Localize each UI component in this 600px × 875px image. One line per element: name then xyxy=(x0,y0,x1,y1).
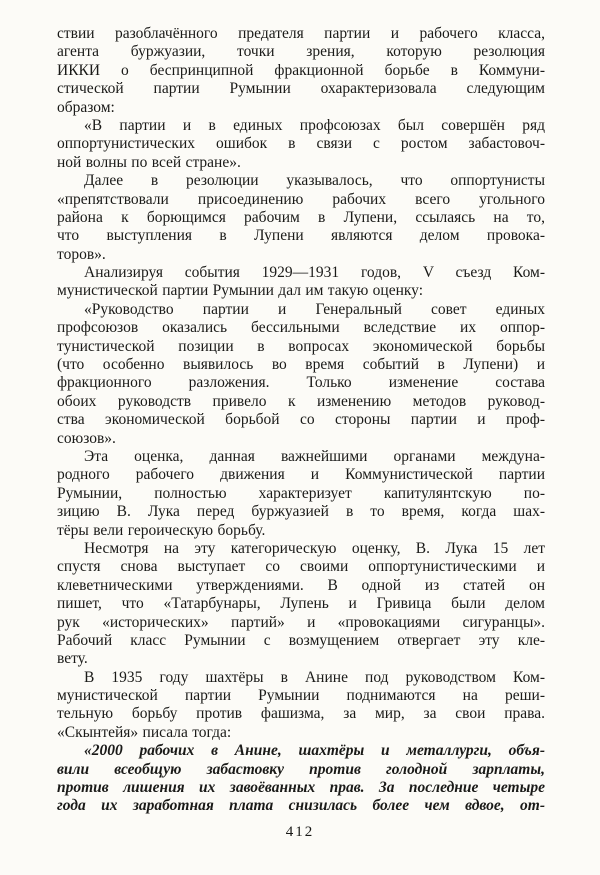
text-line: образом: xyxy=(57,98,115,116)
text-line: союзов». xyxy=(57,429,116,447)
text-line: ИККИ о беспринципной фракционной борьбе в Коммуни- xyxy=(57,61,545,79)
text-line: вету. xyxy=(57,650,88,668)
text-line: ства экономической борьбой со стороны партии и проф- xyxy=(57,411,545,429)
text-line: пишет, что «Татарбунары, Лупень и Гривица были делом xyxy=(57,595,545,613)
text-line: «препятствовали присоединению рабочих всего угольного xyxy=(57,190,545,208)
text-line: агента буржуазии, точки зрения, которую резолюция xyxy=(57,43,545,61)
text-line: ной волны по всей стране». xyxy=(57,153,241,171)
text-line: против лишения их завоёванных прав. За последние четыре xyxy=(57,779,545,797)
text-line: зицию В. Лука перед буржуазией в то время, когда шах- xyxy=(57,503,545,521)
text-line: Далее в резолюции указывалось, что оппортунисты xyxy=(84,172,545,190)
page-text xyxy=(57,25,545,816)
text-line: торов». xyxy=(57,245,106,263)
text-line: вили всеобщую забастовку против голодной зарплаты, xyxy=(57,760,545,778)
text-line: года их заработная плата снизилась более чем вдвое, от- xyxy=(57,797,545,815)
text-line: спустя снова выступает со своими оппортунистическими и xyxy=(57,558,545,576)
text-line: мунистической партии Румынии поднимаются на реши- xyxy=(57,687,545,705)
text-line: профсоюзов оказались бессильными вследствие их оппор- xyxy=(57,319,545,337)
text-line: Румынии, полностью характеризует капитулянтскую по- xyxy=(57,484,545,502)
text-line: Эта оценка, данная важнейшими органами междуна- xyxy=(84,447,545,465)
text-line: ствии разоблачённого предателя партии и рабочего класса, xyxy=(57,25,545,42)
text-line: родного рабочего движения и Коммунистической партии xyxy=(57,466,545,484)
text-line: В 1935 году шахтёры в Анине под руководством Ком- xyxy=(84,668,545,686)
text-line: «Скынтейя» писала тогда: xyxy=(57,723,232,741)
text-line: (что особенно выявилось во время событий в Лупени) и xyxy=(57,356,545,374)
page-number: 412 xyxy=(285,824,315,840)
text-line: обоих руководств привело к изменению методов руковод- xyxy=(57,392,545,410)
text-line: Анализируя события 1929—1931 годов, V съезд Ком- xyxy=(84,264,545,282)
text-line: тунистической позиции в вопросах экономической борьбы xyxy=(57,337,545,355)
text-line: что выступления в Лупени являются делом провока- xyxy=(57,227,545,245)
text-line: тельную борьбу против фашизма, за мир, за свои права. xyxy=(57,705,545,723)
text-line: «Руководство партии и Генеральный совет единых xyxy=(84,300,545,318)
text-line: тёры вели героическую борьбу. xyxy=(57,521,266,539)
text-line: клеветническими утверждениями. В одной из статей он xyxy=(57,576,545,594)
text-line: оппортунистических ошибок в связи с ростом забастовоч- xyxy=(57,135,545,153)
text-line: мунистической партии Румынии дал им такую оценку: xyxy=(57,282,424,300)
text-line: района к борющимся рабочим в Лупени, ссылаясь на то, xyxy=(57,208,545,226)
text-line: «В партии и в единых профсоюзах был совершён ряд xyxy=(84,116,545,134)
text-line: Рабочий класс Румынии с возмущением отвергает эту кле- xyxy=(57,631,545,649)
text-line: «2000 рабочих в Анине, шахтёры и металлурги, объя- xyxy=(84,742,545,760)
text-line: стической партии Румынии охарактеризовала следующим xyxy=(57,80,545,98)
text-line: фракционного разложения. Только изменение состава xyxy=(57,374,545,392)
text-line: рук «исторических» партий» и «провокациями сигуранцы». xyxy=(57,613,545,631)
text-line: Несмотря на эту категорическую оценку, В. Лука 15 лет xyxy=(84,539,545,557)
